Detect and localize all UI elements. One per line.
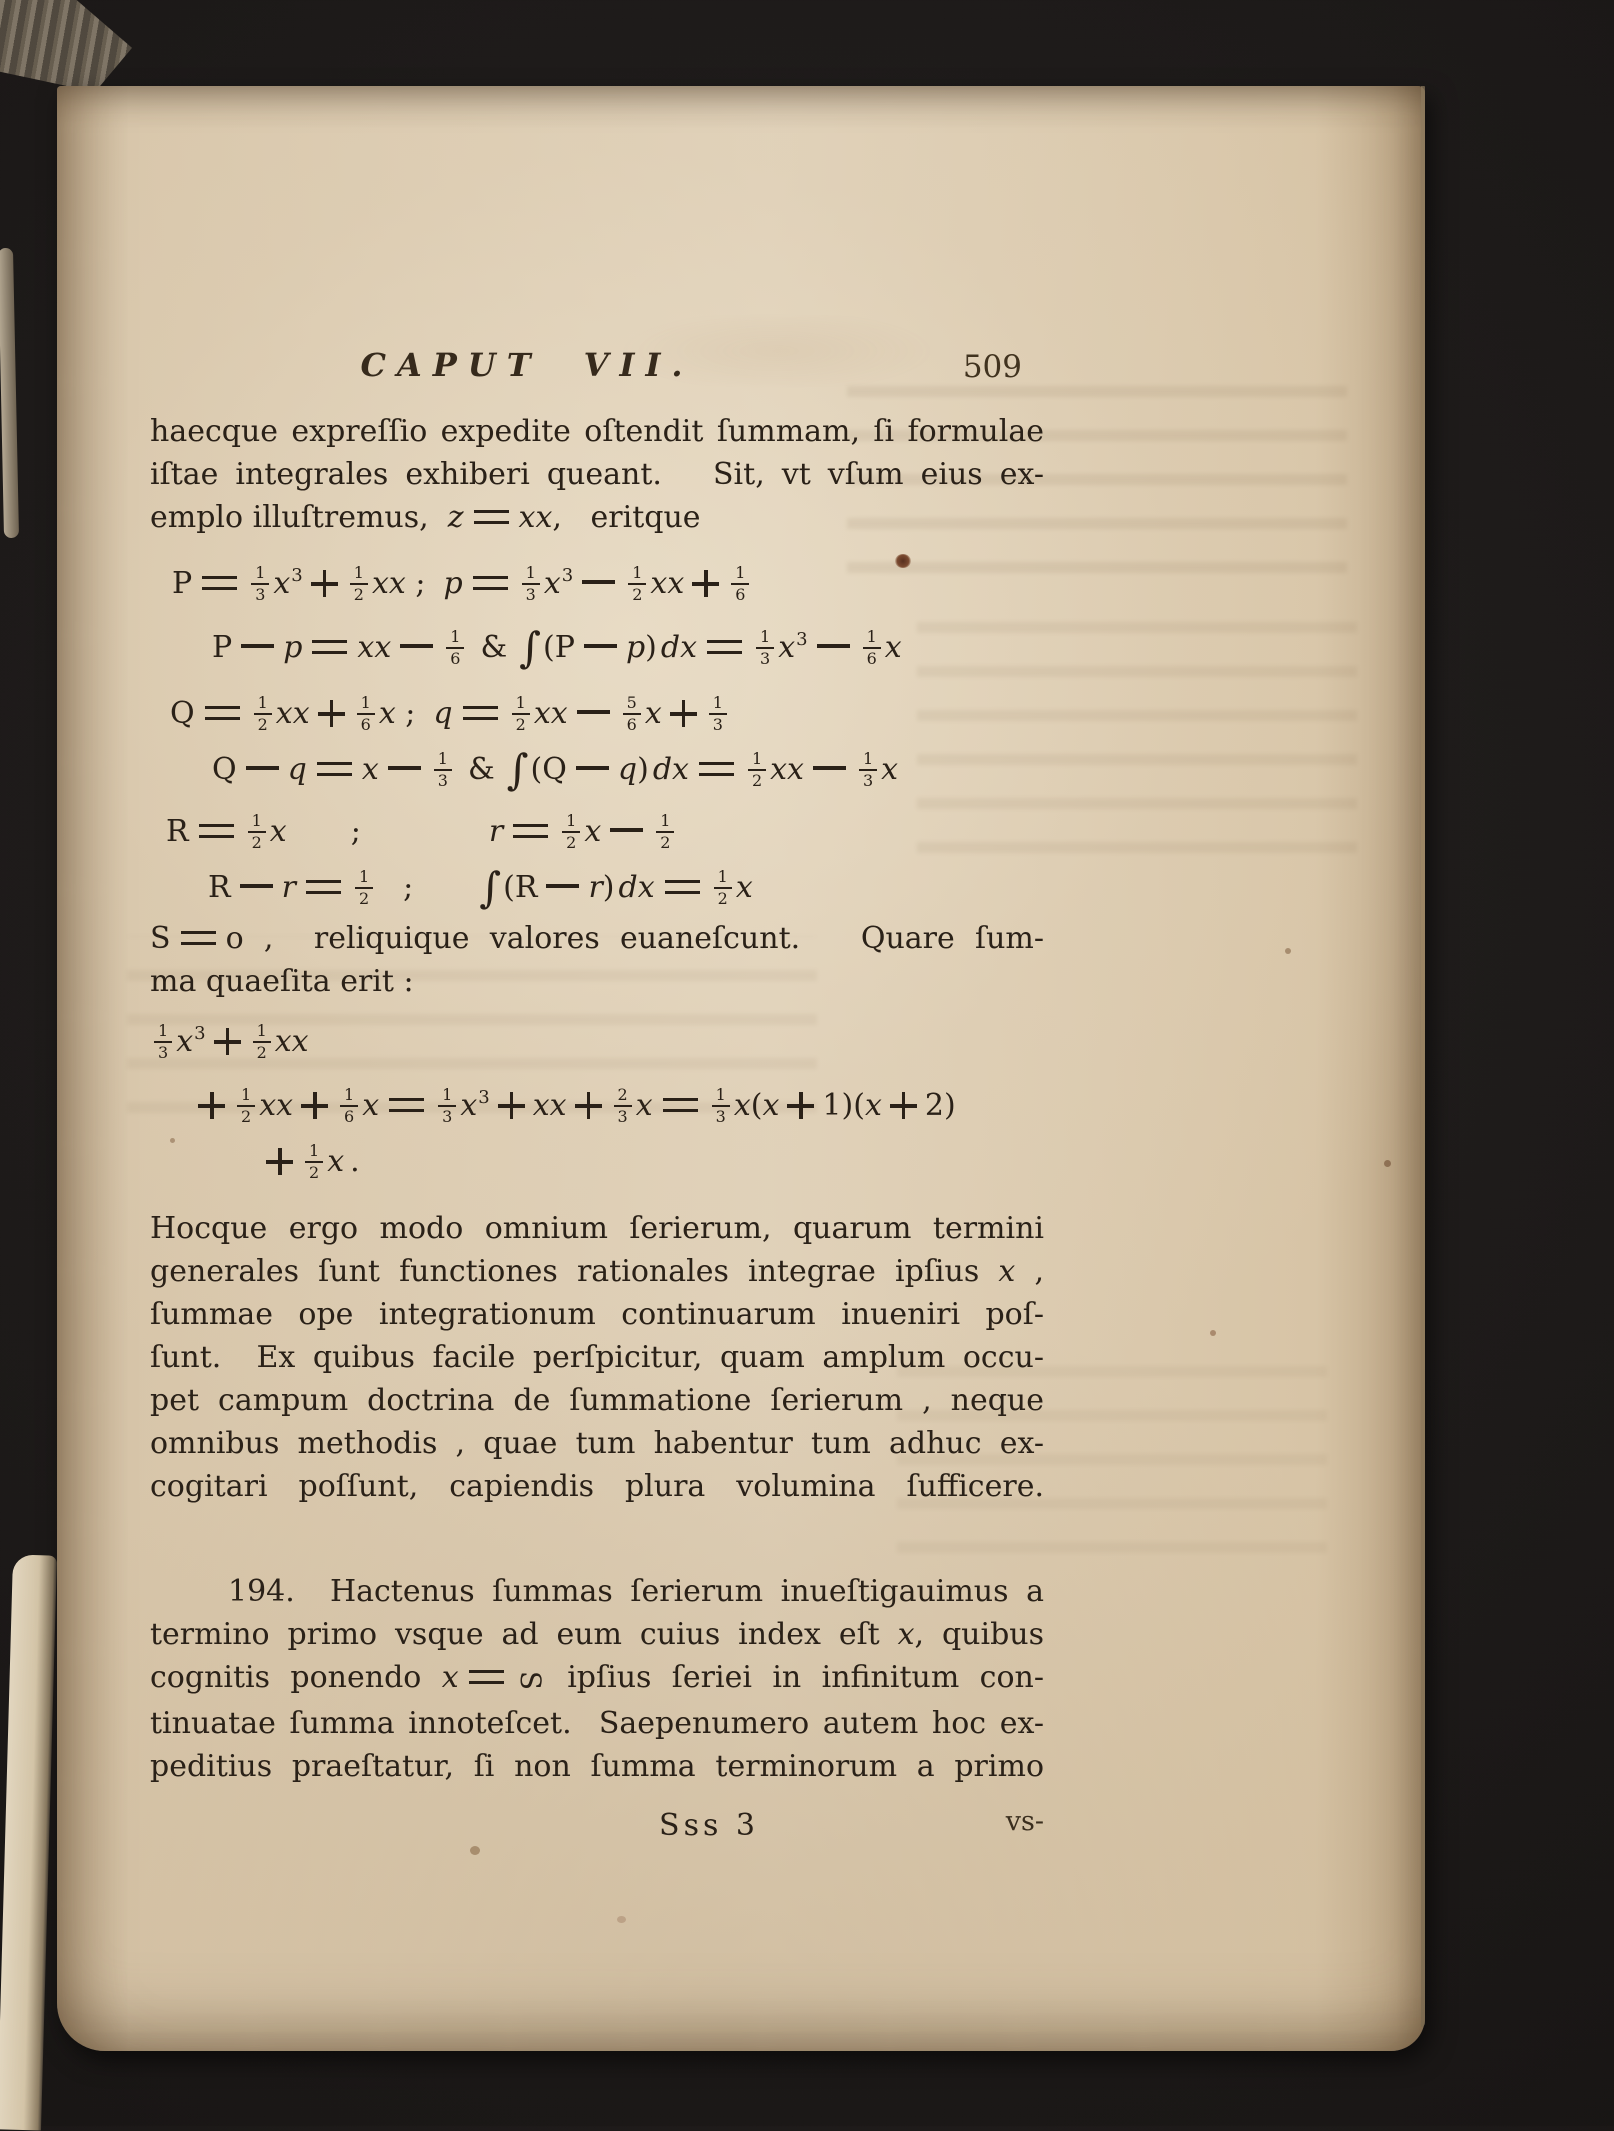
fraction: [512, 695, 530, 733]
math-variable: x: [998, 1254, 1016, 1289]
fraction-numerator: 1: [522, 565, 540, 585]
math-exponent: 3: [478, 1087, 490, 1108]
math-variable: x: [897, 1617, 915, 1652]
text-line: [150, 496, 1044, 539]
math-variable: x: [762, 1088, 780, 1123]
math-variable: q: [433, 696, 453, 731]
text-line: [150, 453, 1044, 496]
fraction-denominator: 3: [442, 1107, 453, 1126]
math-variable: S: [150, 921, 171, 956]
text-run: ipſius ſeriei in infinitum con-: [546, 1660, 1044, 1695]
text-run: ): [645, 630, 657, 665]
fraction: [446, 629, 464, 667]
fraction: [253, 1023, 271, 1061]
math-variable: xx: [371, 566, 406, 601]
math-variable: xx: [274, 1024, 309, 1059]
text-run: Hocque ergo modo omnium ſerierum, quarum termini: [150, 1211, 1044, 1246]
fraction-denominator: 3: [715, 1107, 726, 1126]
math-variable: x: [778, 630, 796, 665]
minus-sign: [241, 644, 274, 648]
fraction: [357, 695, 375, 733]
integral-sign: ∫: [506, 745, 529, 794]
text-line: [150, 1702, 1044, 1745]
math-variable: R: [208, 870, 231, 905]
fraction-denominator: 2: [256, 1043, 267, 1062]
page-number: 509: [962, 349, 1022, 385]
math-variable: x: [362, 1088, 380, 1123]
fraction-numerator: 1: [357, 695, 375, 715]
foxing-spot: [1384, 1160, 1391, 1167]
fraction: [756, 629, 774, 667]
plus-sign: [890, 1092, 917, 1119]
fraction: [628, 565, 646, 603]
equals-sign: [699, 762, 734, 776]
text-run: generales ſunt functiones rationales integrae ipſius: [150, 1254, 999, 1289]
text-run: (: [853, 1088, 865, 1123]
math-variable: x: [884, 630, 902, 665]
fraction-denominator: 6: [360, 715, 371, 734]
equals-sign: [389, 1098, 424, 1112]
fraction: [305, 1143, 323, 1181]
text-run: (: [543, 630, 555, 665]
fraction-numerator: 1: [253, 1023, 271, 1043]
math-variable: xx: [518, 500, 553, 535]
foxing-spot: [1210, 1330, 1216, 1336]
infinity-symbol: S: [513, 1670, 547, 1691]
fraction-numerator: 1: [709, 695, 727, 715]
fraction: [434, 751, 452, 789]
chapter-title: CAPUT VII.: [360, 346, 694, 384]
fraction-denominator: 6: [450, 649, 461, 668]
text-run: cognitis ponendo: [150, 1660, 442, 1695]
text-run: 194. Hactenus ſummas ſerierum inueſtigauimus a: [228, 1574, 1044, 1609]
math-variable: x: [543, 566, 561, 601]
printed-text-block: [150, 344, 1044, 1850]
fraction: [251, 565, 269, 603]
fraction-numerator: 1: [350, 565, 368, 585]
fraction-denominator: 2: [358, 889, 370, 908]
fraction-numerator: 1: [731, 565, 749, 585]
minus-sign: [576, 766, 609, 770]
text-run: ): [841, 1088, 854, 1123]
math-variable: xx: [357, 630, 392, 665]
text-run: ;: [405, 566, 426, 601]
fraction-numerator: 1: [237, 1087, 255, 1107]
math-variable: r: [588, 870, 603, 905]
foxing-spot: [512, 2038, 520, 2046]
text-run: ;: [403, 870, 414, 905]
minus-sign: [817, 644, 850, 648]
fraction-denominator: 3: [862, 771, 874, 790]
math-variable: x: [378, 696, 396, 731]
text-line: [150, 1250, 1044, 1293]
minus-sign: [813, 766, 846, 770]
math-variable: P: [172, 566, 193, 601]
math-variable: xx: [650, 566, 685, 601]
text-line: [150, 1293, 1044, 1336]
fraction-denominator: 2: [353, 585, 364, 604]
math-variable: p: [283, 630, 303, 665]
math-variable: r: [488, 814, 504, 849]
math-exponent: 3: [291, 565, 303, 586]
fraction-numerator: 1: [562, 813, 580, 833]
paragraph-conclusion: [150, 1207, 1044, 1508]
text-run: &: [467, 752, 495, 787]
fraction-denominator: 2: [751, 771, 763, 790]
integral-sign: ∫: [519, 623, 542, 672]
formula-sum-total: [150, 1071, 1044, 1133]
math-exponent: 3: [194, 1023, 206, 1044]
plus-sign: [311, 570, 338, 597]
math-variable: P: [212, 630, 233, 665]
underlying-page-sliver: [0, 248, 19, 538]
equals-sign: [199, 824, 234, 838]
fraction-numerator: 1: [434, 751, 452, 771]
formula-P-definition: [150, 549, 1044, 611]
math-variable: xx: [532, 1088, 567, 1123]
fraction-numerator: 1: [512, 695, 530, 715]
formula-sum-term-1: [150, 1007, 1044, 1069]
fraction-denominator: 2: [251, 833, 262, 852]
formula-Q-definition: [150, 687, 1044, 741]
text-run: o , reliquique valores euaneſcunt. Quare ſum-: [225, 921, 1044, 956]
math-variable: x: [733, 1088, 751, 1123]
math-variable: x: [881, 752, 899, 787]
fraction-denominator: 3: [525, 585, 536, 604]
math-variable: R: [514, 870, 538, 905]
math-variable: p: [625, 630, 646, 665]
fraction: [154, 1023, 172, 1061]
fraction: [731, 565, 749, 603]
math-variable: xx: [770, 752, 804, 787]
fraction: [714, 869, 732, 907]
text-run: termino primo vsque ad eum cuius index eſt: [150, 1617, 898, 1652]
math-variable: x: [735, 870, 753, 905]
equals-sign: [473, 576, 508, 590]
math-variable: q: [617, 752, 638, 787]
fraction: [522, 565, 540, 603]
fraction-denominator: 2: [515, 715, 526, 734]
text-line: [150, 1379, 1044, 1422]
math-exponent: 3: [796, 629, 808, 650]
text-line: [150, 1613, 1044, 1656]
fraction: [340, 1087, 358, 1125]
math-variable: x: [460, 1088, 478, 1123]
minus-sign: [388, 766, 421, 770]
text-run: pet campum doctrina de ſummatione ſerierum , neque: [150, 1383, 1044, 1418]
fraction: [562, 813, 580, 851]
fraction-denominator: 3: [158, 1043, 169, 1062]
fraction-numerator: 1: [248, 813, 266, 833]
fraction-denominator: 2: [257, 715, 268, 734]
equals-sign: [181, 931, 216, 945]
fraction-denominator: 3: [760, 649, 771, 668]
math-variable: x: [584, 814, 602, 849]
fraction-numerator: 1: [154, 1023, 172, 1043]
math-variable: P: [554, 630, 575, 665]
equals-sign: [469, 1670, 504, 1684]
equals-sign: [306, 880, 341, 894]
fraction-numerator: 1: [756, 629, 774, 649]
math-variable: dx: [618, 870, 655, 905]
math-variable: p: [443, 566, 463, 601]
foxing-spot: [1285, 948, 1291, 954]
fraction-denominator: 2: [717, 889, 728, 908]
paragraph-194: [150, 1570, 1044, 1788]
text-run: (: [530, 752, 543, 787]
minus-sign: [246, 766, 279, 770]
math-variable: z: [447, 500, 464, 535]
math-variable: Q: [212, 752, 237, 787]
fraction-numerator: 1: [714, 869, 732, 889]
text-line: [150, 1656, 1044, 1702]
page-stack-edge-top: [0, 0, 132, 92]
fraction-numerator: 1: [712, 1087, 730, 1107]
fraction-numerator: 1: [656, 813, 674, 833]
paragraph-sum: [150, 917, 1044, 1003]
underlying-page-edge: [0, 1554, 57, 2130]
math-variable: x: [361, 752, 379, 787]
formula-Q-difference: [150, 743, 1044, 797]
fraction-numerator: 2: [614, 1087, 632, 1107]
plus-sign: [301, 1092, 328, 1119]
text-line: [150, 410, 1044, 453]
text-line: [150, 917, 1044, 960]
minus-sign: [240, 884, 273, 888]
minus-sign: [584, 644, 617, 648]
fraction-numerator: 1: [859, 751, 877, 771]
fraction: [859, 751, 877, 789]
equals-sign: [202, 576, 237, 590]
text-run: ;: [350, 814, 361, 849]
catchword: vs-: [1005, 1806, 1044, 1837]
fraction: [656, 813, 674, 851]
text-line: [150, 1336, 1044, 1379]
text-run: ;: [395, 696, 416, 731]
fraction-denominator: 2: [660, 833, 671, 852]
text-run: , eritque: [552, 500, 701, 535]
fraction-denominator: 2: [566, 833, 577, 852]
math-variable: Q: [170, 696, 195, 731]
equals-sign: [707, 640, 742, 654]
text-line: [150, 960, 1044, 1003]
text-run: tinuatae ſumma innoteſcet. Saepenumero autem hoc ex-: [150, 1706, 1044, 1741]
fraction-numerator: 1: [355, 869, 373, 889]
fraction-numerator: 1: [446, 629, 464, 649]
book-page: [57, 86, 1425, 2051]
fraction: [248, 813, 266, 851]
math-variable: xx: [275, 696, 310, 731]
formula-P-difference: [150, 613, 1044, 675]
plus-sign: [266, 1148, 293, 1175]
text-run: haecque expreſſio expedite oſtendit ſummam, ſi formulae: [150, 414, 1044, 449]
minus-sign: [400, 644, 433, 648]
text-run: cogitari poſſunt, capiendis plura volumina ſufficere.: [150, 1469, 1044, 1504]
fraction-denominator: 2: [241, 1107, 252, 1126]
math-variable: x: [864, 1088, 882, 1123]
math-variable: xx: [533, 696, 568, 731]
math-variable: x: [644, 696, 662, 731]
equals-sign: [474, 510, 509, 524]
math-variable: dx: [652, 752, 689, 787]
fraction-denominator: 2: [632, 585, 643, 604]
fraction: [237, 1087, 255, 1125]
plus-sign: [214, 1028, 241, 1055]
text-line: [150, 1422, 1044, 1465]
foxing-spot: [617, 1916, 626, 1923]
fraction-numerator: 1: [251, 565, 269, 585]
plus-sign: [787, 1092, 814, 1119]
plus-sign: [498, 1092, 525, 1119]
text-line: [150, 1745, 1044, 1788]
text-run: 1: [822, 1088, 842, 1123]
fraction-numerator: 5: [623, 695, 641, 715]
fraction-denominator: 6: [344, 1107, 355, 1126]
fraction: [712, 1087, 730, 1125]
text-line: [150, 1465, 1044, 1508]
math-variable: dx: [660, 630, 698, 665]
equals-sign: [463, 706, 498, 720]
running-header: [150, 344, 1044, 396]
fraction: [709, 695, 727, 733]
text-run: 2: [924, 1088, 944, 1123]
math-variable: q: [287, 752, 307, 787]
text-run: peditius praeſtatur, ſi non ſumma terminorum a primo: [150, 1749, 1044, 1784]
minus-sign: [546, 884, 579, 888]
plus-sign: [692, 570, 719, 597]
fraction-numerator: 1: [438, 1087, 456, 1107]
text-run: , quibus: [914, 1617, 1045, 1652]
text-run: ): [602, 870, 615, 905]
text-run: ſunt. Ex quibus facile perſpicitur, quam amplum occu-: [150, 1340, 1044, 1375]
text-run: omnibus methodis , quae tum habentur tum adhuc ex-: [150, 1426, 1044, 1461]
equals-sign: [317, 762, 352, 776]
math-variable: x: [269, 814, 287, 849]
equals-sign: [663, 1098, 698, 1112]
text-run: ): [637, 752, 649, 787]
fraction-numerator: 1: [863, 629, 881, 649]
text-run: ,: [1015, 1254, 1044, 1289]
equals-sign: [665, 880, 700, 894]
text-run: (: [503, 870, 515, 905]
fraction-denominator: 3: [255, 585, 266, 604]
page-footer: [150, 1804, 1044, 1850]
body-blocks: [150, 410, 1044, 1788]
formula-R-definition: [150, 805, 1044, 859]
fraction: [355, 869, 373, 907]
math-exponent: 3: [561, 565, 574, 586]
formula-sum-term-3: [150, 1135, 1044, 1189]
text-run: ma quaeſita erit :: [150, 964, 414, 999]
fraction: [438, 1087, 456, 1125]
plus-sign: [318, 700, 345, 727]
math-variable: x: [635, 1088, 653, 1123]
fraction-denominator: 2: [309, 1163, 320, 1182]
fraction-numerator: 1: [628, 565, 646, 585]
fraction-denominator: 3: [437, 771, 448, 790]
minus-sign: [610, 828, 643, 832]
plus-sign: [198, 1092, 225, 1119]
fraction-denominator: 3: [712, 715, 723, 734]
text-line: [150, 1207, 1044, 1250]
fraction-numerator: 1: [340, 1087, 358, 1107]
math-variable: x: [327, 1144, 345, 1179]
minus-sign: [577, 710, 610, 714]
text-line: [150, 1570, 1044, 1613]
formula-R-difference: [150, 861, 1044, 915]
text-run: (: [750, 1088, 763, 1123]
math-variable: Q: [542, 752, 567, 787]
fraction: [748, 751, 766, 789]
equals-sign: [312, 640, 347, 654]
fraction: [350, 565, 368, 603]
fraction-denominator: 6: [866, 649, 877, 668]
math-variable: R: [166, 814, 189, 849]
plus-sign: [670, 700, 697, 727]
math-variable: x: [441, 1660, 459, 1695]
text-run: &: [480, 630, 508, 665]
fraction-denominator: 6: [735, 585, 746, 604]
fraction-numerator: 1: [748, 751, 766, 771]
math-variable: r: [281, 870, 296, 905]
text-run: iſtae integrales exhiberi queant. Sit, vt vſum eius ex-: [150, 457, 1044, 492]
fraction: [623, 695, 641, 733]
math-variable: xx: [259, 1088, 294, 1123]
fraction-numerator: 1: [305, 1143, 323, 1163]
equals-sign: [205, 706, 240, 720]
fraction: [863, 629, 881, 667]
fraction-denominator: 6: [626, 715, 637, 734]
text-run: ſummae ope integrationum continuarum inueniri poſ-: [150, 1297, 1044, 1332]
text-run: .: [350, 1144, 360, 1179]
text-run: ): [943, 1088, 956, 1123]
fraction: [614, 1087, 632, 1125]
math-variable: x: [273, 566, 291, 601]
signature-mark: Sss 3: [659, 1808, 759, 1843]
plus-sign: [575, 1092, 602, 1119]
math-variable: x: [176, 1024, 194, 1059]
fraction-denominator: 3: [617, 1107, 628, 1126]
text-run: emplo illuſtremus,: [150, 500, 448, 535]
equals-sign: [513, 824, 548, 838]
fraction: [254, 695, 272, 733]
fraction-numerator: 1: [254, 695, 272, 715]
minus-sign: [582, 580, 615, 584]
integral-sign: ∫: [479, 863, 502, 912]
paragraph-intro: [150, 410, 1044, 539]
